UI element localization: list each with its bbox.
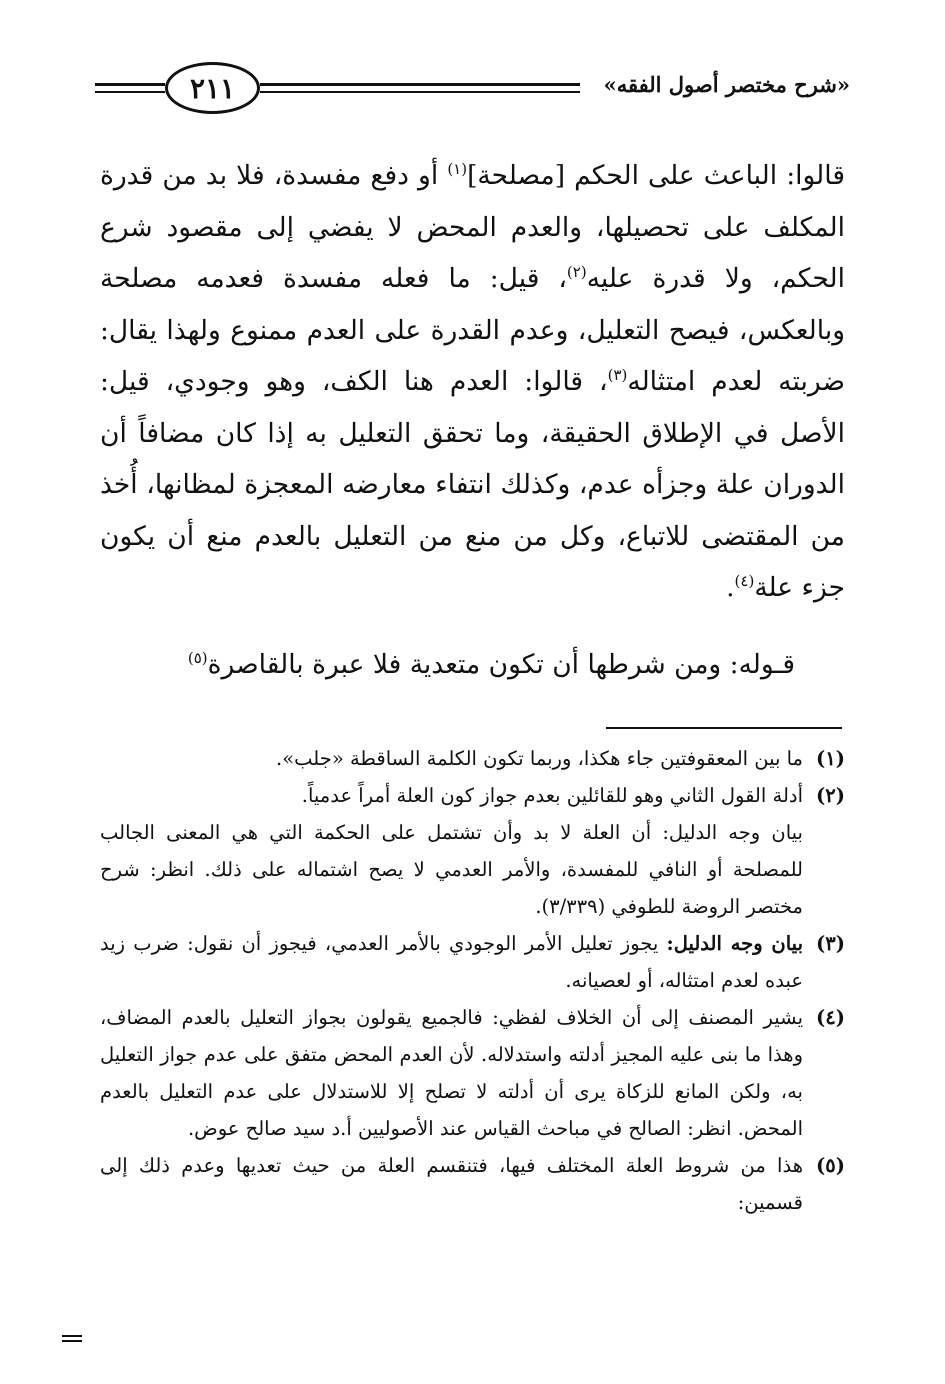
footnote-item: [100, 1147, 845, 1221]
footnote-text: يشير المصنف إلى أن الخلاف لفظي: فالجميع يقولون بجواز التعليل بالعدم المضاف، وهذا ما بنى عليه المجيز أدلته واستدلاله. لأن العدم المحض متفق على عدم جواز التعليل به، ولكن المانع للزكاة يرى أن أدلته لا تصلح إلا للاستدلال على عدم التعليل بالعدم المحض. انظر: الصالح في مباحث القياس عند الأصوليين أ.د سيد صالح عوض.: [100, 1006, 803, 1140]
footnote-number: (١): [816, 747, 845, 770]
footnote-ref: (٥): [187, 649, 208, 668]
footnote-number: (٥): [816, 1154, 845, 1177]
footnote-text: ما بين المعقوفتين جاء هكذا، وربما تكون الكلمة الساقطة «جلب».: [276, 747, 803, 770]
footnote-ref: (٢): [566, 263, 587, 282]
quoted-statement: قـوله: ومن شرطها أن تكون متعدية فلا عبرة بالقاصرة$^{(٥)}$: [187, 649, 795, 680]
header-rule: [95, 83, 165, 93]
continuation-mark: [62, 1335, 82, 1342]
footnote-ref: (٣): [607, 366, 628, 385]
footnote-text: أدلة القول الثاني وهو للقائلين بعدم جواز كون العلة أمراً عدمياً.: [301, 784, 803, 807]
footnote-item: [100, 777, 845, 814]
footnote-number: (٢): [816, 784, 845, 807]
footnote-number: (٤): [816, 1006, 845, 1029]
main-paragraph: قالوا: الباعث على الحكم [مصلحة]$^{(١)}$ أو دفع مفسدة، فلا بد من قدرة المكلف على تحصيلها، والعدم المحض لا يفضي إلى مقصود شرع الحكم، ولا قدرة عليه$^{(٢)}$، قيل: ما فعله مفسدة فعدمه مصلحة وبالعكس، فيصح التعليل، وعدم القدرة على العدم ممنوع ولهذا يقال: ضربته لعدم امتثاله$^{(٣)}$، قالوا: العدم هنا الكف، وهو وجودي، قيل: الأصل في الإطلاق الحقيقة، وما تحقق التعليل به إذا كان مضافاً أن الدوران علة وجزأه عدم، وكذلك انتفاء معارضه المعجزة لمظانها، أُخذ من المقتضى للاتباع، وكل من منع من التعليل بالعدم منع أن يكون جزء علة$^{(٤)}$.: [100, 160, 845, 603]
footnote-text: بيان وجه الدليل: يجوز تعليل الأمر الوجودي بالأمر العدمي، فيجوز أن نقول: ضرب زيد عبده لعدم امتثاله، أو لعصيانه.: [100, 932, 803, 992]
footnote-text: بيان وجه الدليل: أن العلة لا بد وأن تشتمل على الحكمة التي هي المعنى الجالب للمصلحة أو النافي للمفسدة، والأمر العدمي لا يصح اشتماله على ذلك. انظر: شرح مختصر الروضة للطوفي (٣/٣٣٩).: [100, 821, 803, 918]
footnote-item: [100, 999, 845, 1147]
footnote-item: [100, 740, 845, 777]
footnote-item: [100, 925, 845, 999]
footnote-continuation: [100, 814, 845, 925]
footnote-ref: (٤): [734, 572, 755, 591]
main-text: [100, 150, 845, 614]
book-title: «شرح مختصر أصول الفقه»: [603, 72, 850, 97]
header-rule: [260, 83, 580, 93]
page-number: ٢١١: [165, 62, 260, 114]
footnote-text: هذا من شروط العلة المختلف فيها، فتنقسم العلة من حيث تعديها وعدم ذلك إلى قسمين:: [100, 1154, 803, 1214]
footnote-separator: [606, 727, 842, 729]
footnote-ref: (١): [447, 160, 468, 179]
page-header: [95, 58, 850, 120]
footnote-number: (٣): [816, 932, 845, 955]
footnotes: [100, 740, 845, 1221]
